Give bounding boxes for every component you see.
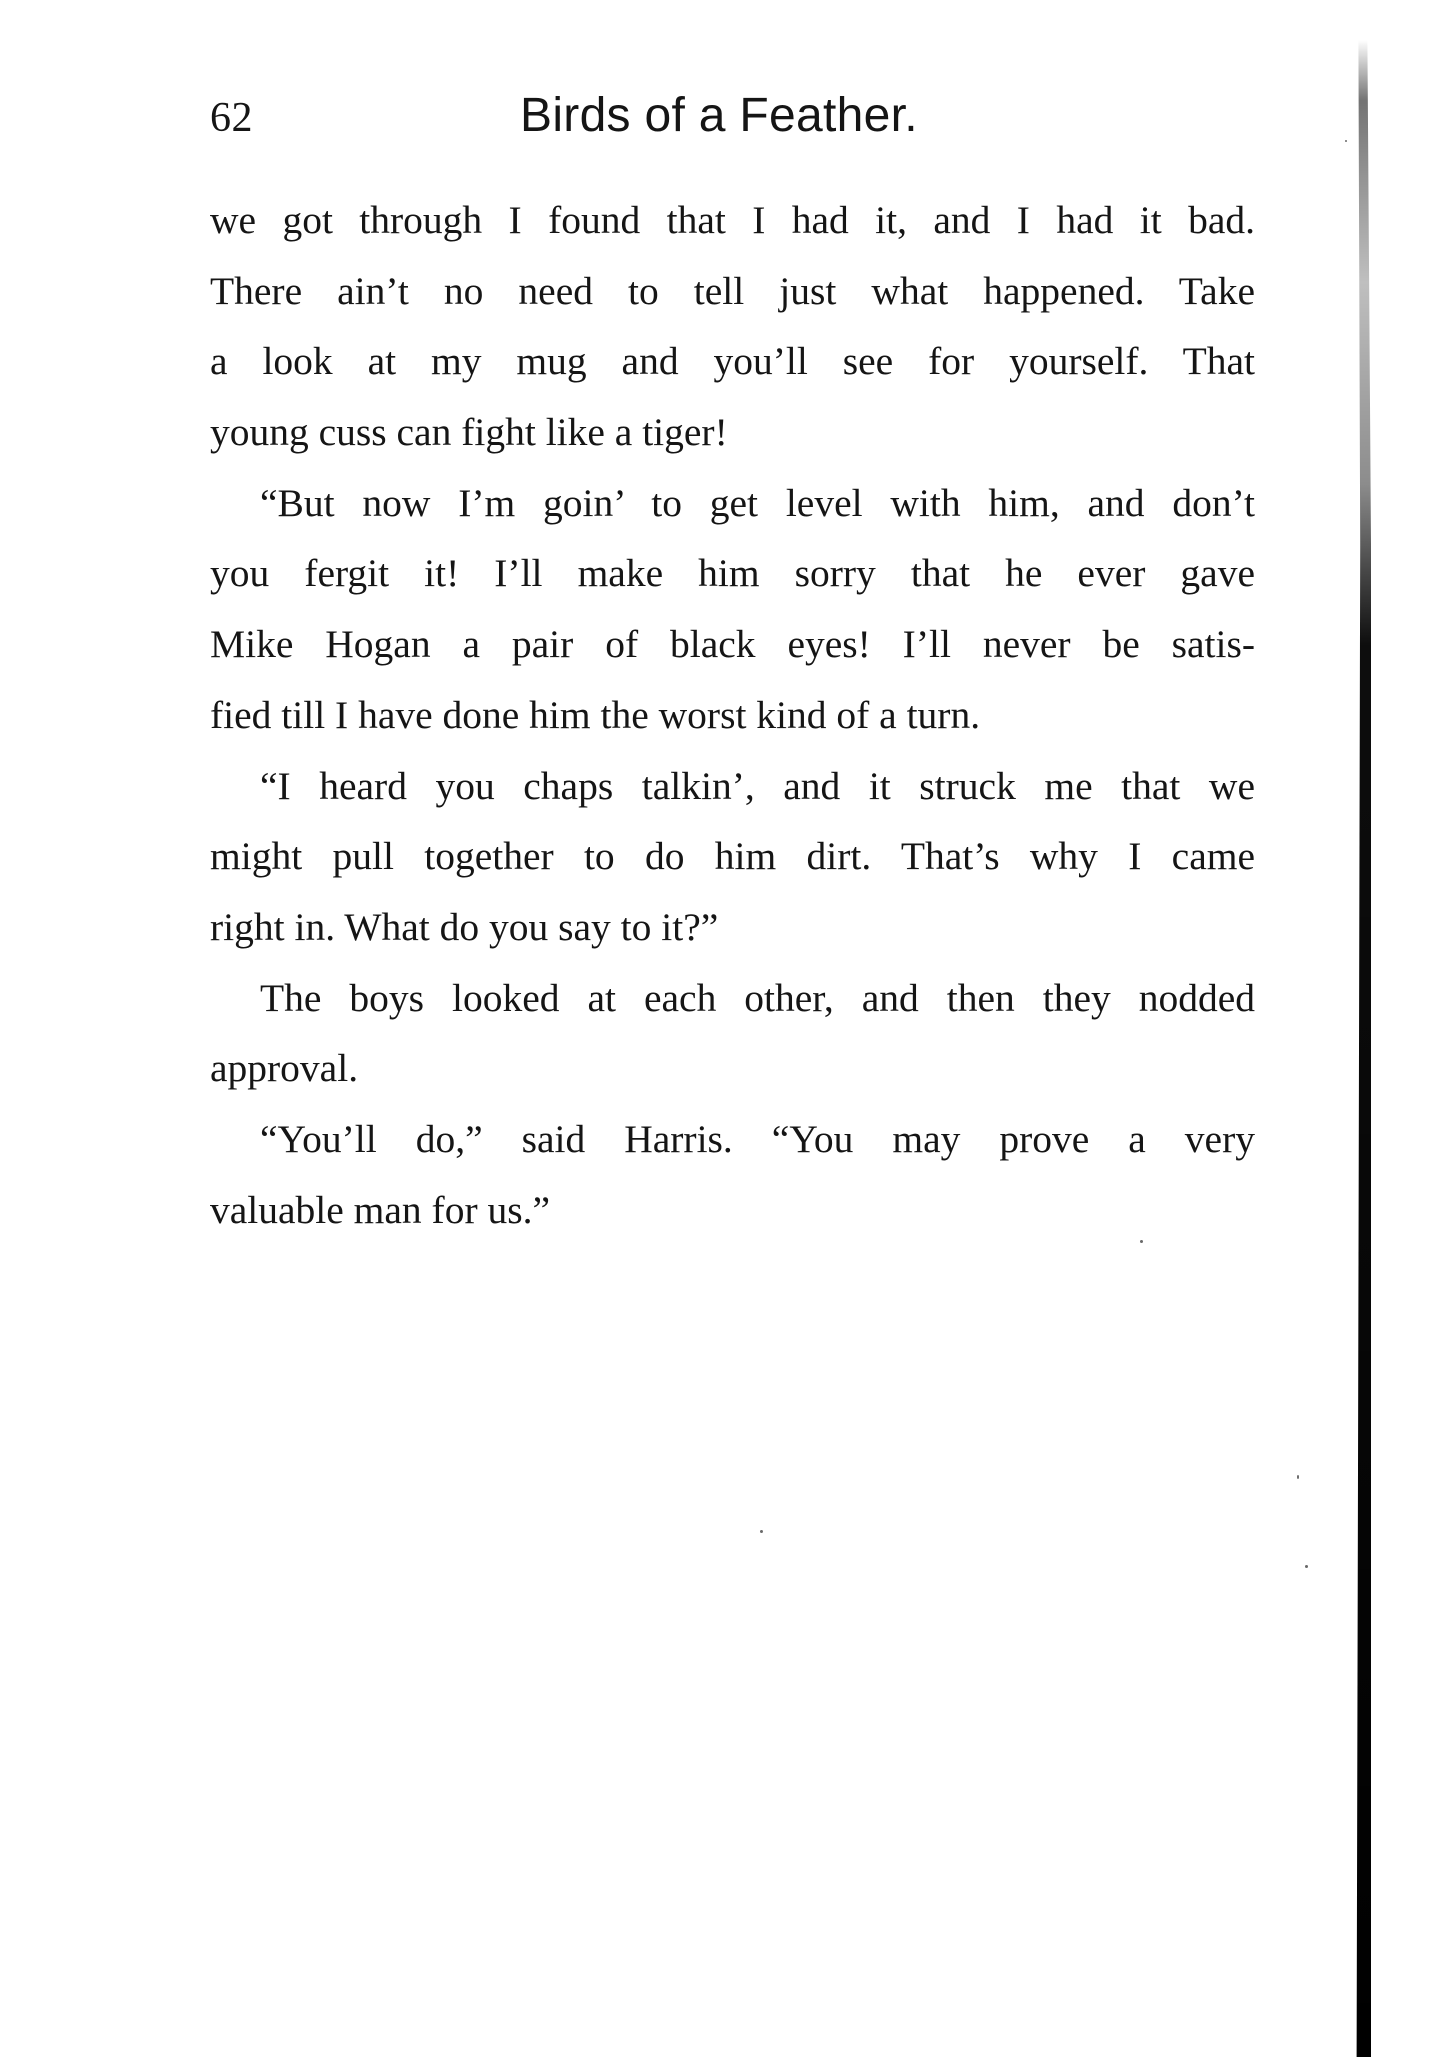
page-header — [210, 88, 1255, 158]
text-line: valuable man for us.” — [210, 1187, 551, 1232]
binding-shadow — [1353, 40, 1371, 2057]
text-line: you fergit it! I’ll make him sorry that he ever gave — [210, 551, 1255, 596]
text-line: a look at my mug and you’ll see for yourself. That — [210, 339, 1255, 384]
text-line: we got through I found that I had it, and I had it bad. — [210, 198, 1255, 242]
text-line: fied till I have done him the worst kind of a turn. — [210, 692, 981, 737]
text-line: “I heard you chaps talkin’, and it struck me that we — [260, 763, 1255, 808]
text-line: “You’ll do,” said Harris. “You may prove a very — [260, 1116, 1255, 1161]
paper-speck — [760, 1530, 763, 1533]
paper-speck — [1345, 140, 1347, 142]
paper-speck — [1140, 1240, 1143, 1243]
text-line: young cuss can fight like a tiger! — [210, 410, 728, 455]
text-line: There ain’t no need to tell just what happened. Take — [210, 268, 1255, 313]
text-line: Mike Hogan a pair of black eyes! I’ll never be satis- — [210, 622, 1255, 667]
body-text — [210, 185, 1255, 1245]
running-head: Birds of a Feather. — [520, 89, 918, 142]
text-line: right in. What do you say to it?” — [210, 904, 719, 949]
page-number: 62 — [210, 95, 253, 141]
text-line: might pull together to do him dirt. That’s why I came — [210, 834, 1255, 879]
text-line: “But now I’m goin’ to get level with him, and don’t — [260, 480, 1255, 525]
paper-speck — [1297, 1475, 1299, 1479]
text-line: The boys looked at each other, and then they nodded — [260, 975, 1255, 1020]
paper-speck — [1305, 1565, 1308, 1568]
text-line: approval. — [210, 1046, 359, 1091]
page-binding-edge — [1353, 40, 1371, 2057]
